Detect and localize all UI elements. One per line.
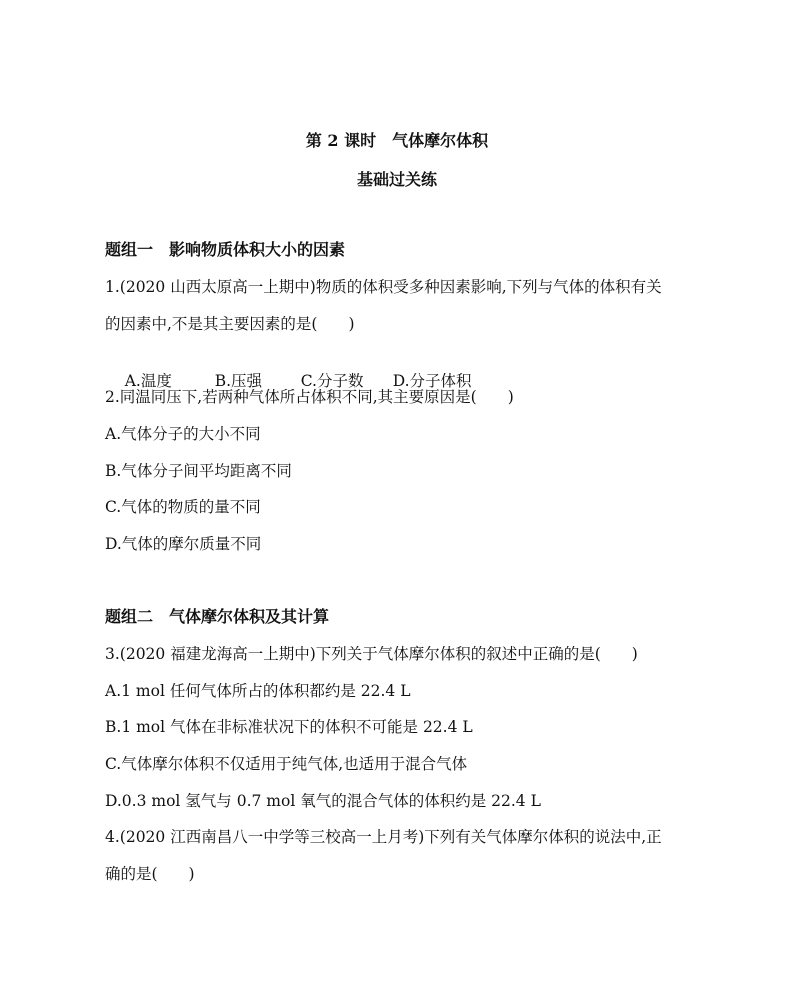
q2-option-d: D.气体的摩尔质量不同	[105, 535, 262, 553]
q3-stem: 3.(2020 福建龙海高一上期中)下列关于气体摩尔体积的叙述中正确的是( )	[105, 645, 638, 663]
q1-option-d: D.分子体积	[392, 372, 472, 390]
q2-option-a: A.气体分子的大小不同	[105, 425, 261, 443]
q3-option-a: A.1 mol 任何气体所占的体积都约是 22.4 L	[105, 682, 411, 700]
q2-stem: 2.同温同压下,若两种气体所占体积不同,其主要原因是( )	[105, 388, 514, 406]
q4-line2: 确的是( )	[105, 865, 195, 883]
group2-heading: 题组二 气体摩尔体积及其计算	[105, 607, 330, 626]
q1-line1: 1.(2020 山西太原高一上期中)物质的体积受多种因素影响,下列与气体的体积有关	[105, 278, 662, 296]
q4-line1: 4.(2020 江西南昌八一中学等三校高一上月考)下列有关气体摩尔体积的说法中,正	[105, 828, 662, 846]
lesson-title: 第 2 课时 气体摩尔体积	[305, 131, 489, 150]
q3-option-c: C.气体摩尔体积不仅适用于纯气体,也适用于混合气体	[105, 755, 468, 773]
q2-option-b: B.气体分子间平均距离不同	[105, 462, 292, 480]
q3-option-d: D.0.3 mol 氢气与 0.7 mol 氧气的混合气体的体积约是 22.4 L	[105, 792, 541, 810]
group1-heading: 题组一 影响物质体积大小的因素	[105, 240, 346, 259]
q2-option-c: C.气体的物质的量不同	[105, 498, 261, 516]
q3-option-b: B.1 mol 气体在非标准状况下的体积不可能是 22.4 L	[105, 718, 473, 736]
q1-option-a: A.温度	[124, 372, 172, 390]
section-subtitle: 基础过关练	[356, 170, 437, 189]
q1-option-c: C.分子数	[300, 372, 364, 390]
q1-option-b: B.压强	[214, 372, 263, 390]
q1-line2: 的因素中,不是其主要因素的是( )	[105, 315, 355, 333]
